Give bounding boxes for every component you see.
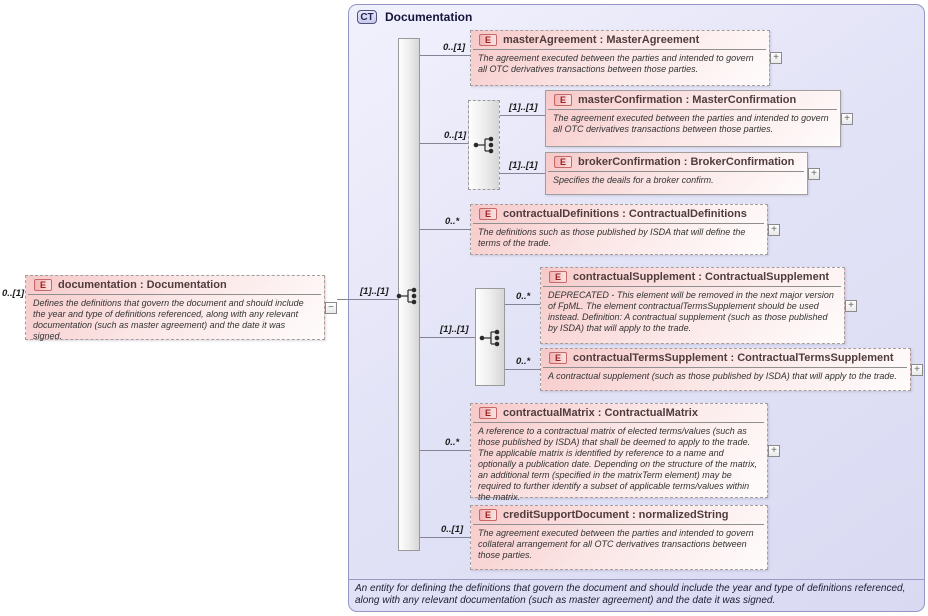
element-icon: E — [549, 271, 567, 283]
connector-line — [420, 337, 475, 338]
cardinality-label: 0..* — [516, 356, 531, 367]
complex-type-badge: CT — [357, 10, 377, 24]
element-header — [543, 268, 841, 287]
connector-line — [505, 369, 540, 370]
element-name: contractualSupplement : ContractualSupplement — [573, 271, 830, 283]
element-header — [543, 349, 907, 368]
element-doc: The definitions such as those published by ISDA that will define the terms of the trade. — [478, 227, 746, 248]
element-name: contractualTermsSupplement : ContractualTermsSupplement — [573, 352, 894, 364]
sequence-icon — [395, 286, 421, 306]
element-contractualSupplement[interactable] — [540, 267, 854, 344]
cardinality-label: 0..[1] — [443, 42, 466, 53]
element-name: masterAgreement : MasterAgreement — [503, 34, 700, 46]
connector-line — [420, 229, 470, 230]
collapse-icon[interactable]: − — [325, 302, 337, 314]
connector-line — [337, 299, 398, 300]
element-masterAgreement[interactable] — [470, 30, 779, 86]
element-masterConfirmation[interactable] — [545, 90, 850, 147]
element-doc: Defines the definitions that govern the document and should include the year and type of definitions referenced, along with any relevant documentation (such as master agreement) and the date it was signed. — [33, 298, 304, 341]
connector-line — [420, 537, 470, 538]
complex-type-annotation: An entity for defining the definitions that govern the document and should include the year and type of definitions referenced, along with any relevant documentation (such as master agreement) and the date it was signed. — [355, 583, 906, 606]
element-icon: E — [34, 279, 52, 291]
connector-line — [500, 173, 545, 174]
element-header — [548, 153, 804, 172]
element-icon: E — [554, 156, 572, 168]
connector-line — [420, 450, 470, 451]
sequence-icon — [472, 135, 498, 155]
element-header — [473, 506, 764, 525]
cardinality-label: 0..* — [445, 437, 460, 448]
element-name: creditSupportDocument : normalizedString — [503, 509, 729, 521]
expand-icon[interactable]: + — [845, 300, 857, 312]
connector-line — [505, 304, 540, 305]
element-doc: The agreement executed between the parties and intended to govern all OTC derivatives transactions between those parties. — [478, 53, 754, 74]
element-name: brokerConfirmation : BrokerConfirmation — [578, 156, 795, 168]
cardinality-label: [1]..[1] — [509, 160, 538, 171]
element-icon: E — [479, 407, 497, 419]
complex-type-header — [357, 10, 472, 24]
element-doc: The agreement executed between the parties and intended to govern collateral arrangement for all OTC derivatives transactions between those parties. — [478, 528, 754, 560]
element-creditSupportDocument[interactable] — [470, 505, 768, 570]
element-icon: E — [554, 94, 572, 106]
element-header — [473, 404, 764, 423]
element-contractualTermsSupplement[interactable] — [540, 348, 920, 391]
element-icon: E — [549, 352, 567, 364]
element-doc: The agreement executed between the parties and intended to govern all OTC derivatives transactions between those parties. — [553, 113, 829, 134]
element-name: documentation : Documentation — [58, 279, 227, 291]
connector-line — [500, 115, 545, 116]
complex-type-title: Documentation — [385, 10, 473, 24]
sequence-icon — [478, 328, 504, 348]
element-doc: A contractual supplement (such as those published by ISDA) that will apply to the trade. — [548, 371, 897, 381]
element-documentation[interactable] — [25, 275, 334, 341]
expand-icon[interactable]: + — [911, 364, 923, 376]
cardinality-label: [1]..[1] — [440, 324, 469, 335]
element-header — [548, 91, 837, 110]
footer-divider — [349, 579, 924, 580]
element-name: masterConfirmation : MasterConfirmation — [578, 94, 797, 106]
element-doc: A reference to a contractual matrix of elected terms/values (such as those published by ISDA) that shall be deemed to apply to the trade. The applicable matrix is identified by reference to a name and optionally a publication date. Depending on the structure of the matrix, an additional term (specified in the matrixTerm element) may be required to further identify a subset of applicable terms/values within the matrix. — [478, 426, 758, 502]
element-header — [28, 276, 321, 295]
element-header — [473, 205, 764, 224]
expand-icon[interactable]: + — [841, 113, 853, 125]
expand-icon[interactable]: + — [768, 445, 780, 457]
element-header — [473, 31, 766, 50]
connector-line — [420, 55, 470, 56]
element-doc: DEPRECATED - This element will be removed in the next major version of FpML. The element contractualTermsSupplement should be used instead. Definition: A contractual supplement (such as those published by ISDA) that will apply to the trade. — [548, 290, 834, 333]
cardinality-label: 0..[1] — [2, 288, 25, 299]
cardinality-label: [1]..[1] — [360, 286, 389, 297]
cardinality-label: 0..* — [516, 291, 531, 302]
expand-icon[interactable]: + — [770, 52, 782, 64]
element-icon: E — [479, 34, 497, 46]
cardinality-label: 0..[1] — [444, 130, 467, 141]
element-name: contractualMatrix : ContractualMatrix — [503, 407, 698, 419]
cardinality-label: 0..* — [445, 216, 460, 227]
connector-line — [420, 143, 468, 144]
element-contractualMatrix[interactable] — [470, 403, 777, 502]
element-icon: E — [479, 208, 497, 220]
element-name: contractualDefinitions : ContractualDefinitions — [503, 208, 747, 220]
cardinality-label: [1]..[1] — [509, 102, 538, 113]
expand-icon[interactable]: + — [808, 168, 820, 180]
element-contractualDefinitions[interactable] — [470, 204, 777, 255]
element-brokerConfirmation[interactable] — [545, 152, 817, 195]
cardinality-label: 0..[1] — [441, 524, 464, 535]
element-icon: E — [479, 509, 497, 521]
expand-icon[interactable]: + — [768, 224, 780, 236]
element-doc: Specifies the deails for a broker confirm. — [553, 175, 714, 185]
